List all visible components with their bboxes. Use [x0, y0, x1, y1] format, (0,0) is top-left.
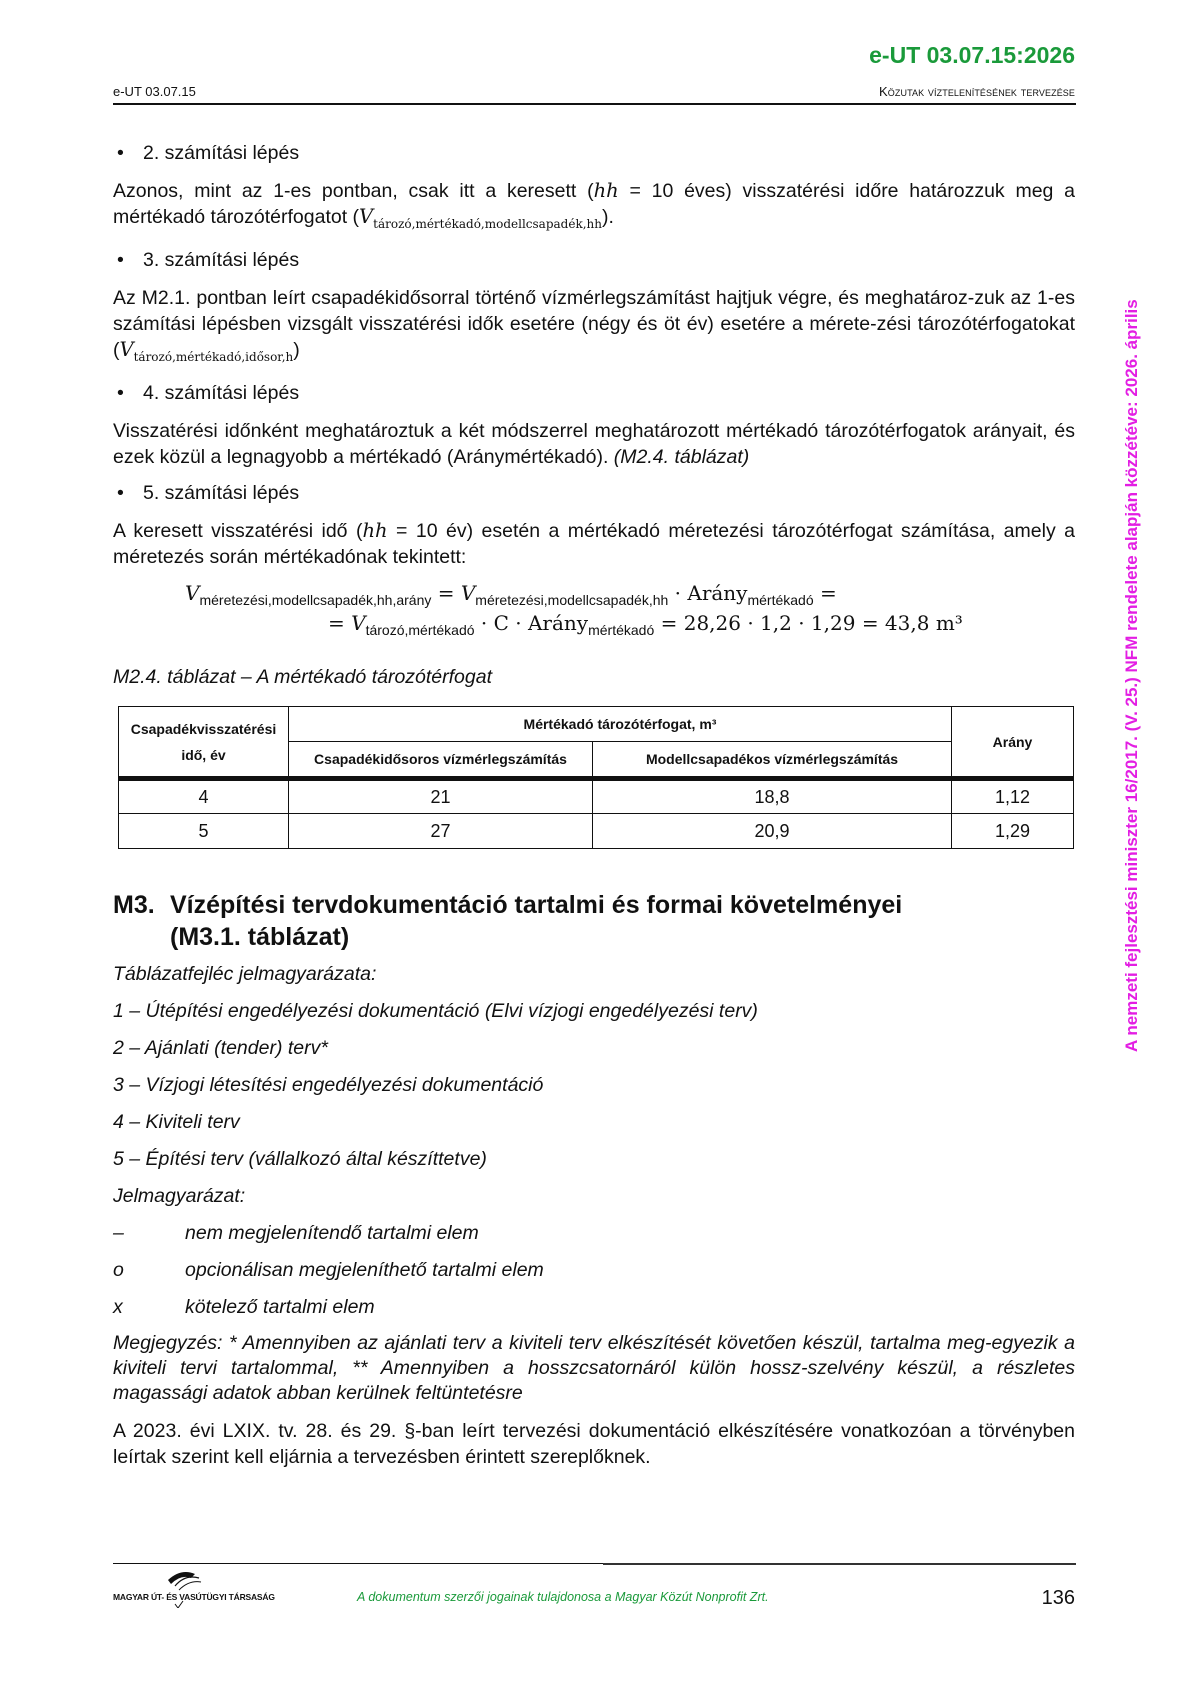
- section-number: M3.: [113, 891, 155, 919]
- legend-item: 4 – Kiviteli terv: [113, 1111, 240, 1133]
- cell-period: 4: [119, 779, 289, 814]
- key-row: [113, 1257, 1075, 1283]
- closing-paragraph: A 2023. évi LXIX. tv. 28. és 29. §-ban leírt tervezési dokumentáció elkészítésére vonatkozóan a törvényben leírtak szerint kell eljárnia a tervezésben érintett szereplőknek.: [113, 1420, 1075, 1468]
- copyright-notice: A dokumentum szerzői jogainak tulajdonosa a Magyar Közút Nonprofit Zrt.: [357, 1590, 769, 1604]
- key-symbol: –: [113, 1222, 124, 1244]
- footer-rule: [113, 1563, 603, 1564]
- formula-line-2: = $V_{tározó,mértékadó} \cdot C$ · Arány$_{mértékadó}$ = 28,26 · 1,2 · 1,29 = 43,8 m³: [328, 611, 963, 638]
- section-title: Vízépítési tervdokumentáció tartalmi és formai követelményei: [170, 891, 903, 919]
- formula-line-1: $V_{méretezési,modellcsapadék,hh,arány} = V_{méretezési,modellcsapadék,hh}$ · Arány$_{mértékadó}$ =: [185, 581, 837, 608]
- cell-series: 21: [289, 779, 593, 814]
- legend-item: 2 – Ajánlati (tender) terv*: [113, 1037, 328, 1059]
- society-logo-text: MAGYAR ÚT- ÉS VASÚTÜGYI TÁRSASÁG: [113, 1592, 275, 1602]
- cell-ratio: 1,29: [952, 814, 1074, 849]
- header-series-calc: Csapadékidősoros vízmérlegszámítás: [289, 742, 593, 779]
- table-row: [119, 779, 1074, 814]
- bullet-icon: •: [117, 382, 124, 404]
- header-title: Közutak víztelenítésének tervezése: [879, 84, 1075, 99]
- note-paragraph: Megjegyzés: * Amennyiben az ajánlati terv a kiviteli terv elkészítését követően készül, tartalma meg-egyezik a kiviteli tervi tartalommal, ** Amennyiben a hosszcsatornáról külön hossz-szelvény készül, a részletes magassági adatok abban kerülnek feltüntetésre: [113, 1332, 1075, 1404]
- key-text: kötelező tartalmi elem: [185, 1296, 375, 1318]
- document-code: e-UT 03.07.15:2026: [869, 42, 1075, 68]
- legend-item: 1 – Útépítési engedélyezési dokumentáció (Elvi vízjogi engedélyezési terv): [113, 1000, 758, 1022]
- publication-side-note: A nemzeti fejlesztési miniszter 16/2017. (V. 25.) NFM rendelete alapján közzétéve: 2026. április: [1122, 299, 1141, 1052]
- header-return-period: Csapadékvisszatérési idő, év: [119, 707, 289, 779]
- footer-rule: [603, 1563, 1076, 1565]
- table-row: [119, 814, 1074, 849]
- table-reference: (M2.4. táblázat): [613, 446, 750, 468]
- key-title: Jelmagyarázat:: [113, 1185, 246, 1207]
- header-group-volume: Mértékadó tározótérfogat, m³: [289, 707, 952, 742]
- step-heading: • 2. számítási lépés: [117, 142, 300, 164]
- step-heading: • 4. számítási lépés: [117, 382, 300, 404]
- step-heading: • 3. számítási lépés: [117, 249, 300, 271]
- table-caption: M2.4. táblázat – A mértékadó tározótérfogat: [113, 666, 493, 688]
- section-title-cont: (M3.1. táblázat): [170, 923, 350, 951]
- key-row: [113, 1294, 1075, 1320]
- header-left-code: e-UT 03.07.15: [113, 84, 196, 99]
- bullet-icon: •: [117, 249, 124, 271]
- legend-title: Táblázatfejléc jelmagyarázata:: [113, 963, 377, 985]
- cell-model: 20,9: [593, 814, 952, 849]
- step-paragraph: Visszatérési időnként meghatároztuk a két módszerrel meghatározott mértékadó tározótérfogatok arányait, és ezek közül a legnagyobb a mértékadó (Aránymértékadó). (M2.4. táblázat): [113, 420, 1075, 468]
- bullet-icon: •: [117, 482, 124, 504]
- cell-period: 5: [119, 814, 289, 849]
- section-heading: [113, 889, 1075, 953]
- bullet-icon: •: [117, 142, 124, 164]
- step-heading: • 5. számítási lépés: [117, 482, 300, 504]
- legend-item: 3 – Vízjogi létesítési engedélyezési dokumentáció: [113, 1074, 544, 1096]
- cell-ratio: 1,12: [952, 779, 1074, 814]
- key-symbol: x: [113, 1296, 123, 1318]
- page-number: 136: [1041, 1587, 1075, 1609]
- key-symbol: o: [113, 1259, 124, 1281]
- header-ratio: Arány: [952, 707, 1074, 779]
- key-text: opcionálisan megjeleníthető tartalmi elem: [185, 1259, 544, 1281]
- step-paragraph: Azonos, mint az 1-es pontban, csak itt a keresett (hh = 10 éves) visszatérési időre határozzuk meg a mértékadó tározótérfogatot $(V_{tározó,mértékadó,modellcsapadék,hh})$.: [113, 179, 1075, 231]
- step-paragraph: Az M2.1. pontban leírt csapadékidősorral történő vízmérlegszámítást hajtjuk végre, és meghatároz-zuk az 1-es számítási lépésben vizsgált visszatérési idők esetére (négy és öt év) esetére a mérete-zési tározótérfogatokat $(V_{tározó,mértékadó,idősor,h})$: [113, 287, 1075, 364]
- key-text: nem megjelenítendő tartalmi elem: [185, 1222, 479, 1244]
- storage-volume-table: [118, 706, 1074, 849]
- header-model-calc: Modellcsapadékos vízmérlegszámítás: [593, 742, 952, 779]
- header-rule: [113, 103, 1076, 105]
- key-row: [113, 1220, 1075, 1246]
- cell-model: 18,8: [593, 779, 952, 814]
- page-content: [113, 140, 1075, 1480]
- cell-series: 27: [289, 814, 593, 849]
- formula-block: [113, 580, 1075, 644]
- step-paragraph: A keresett visszatérési idő (hh = 10 év) esetén a mértékadó méretezési tározótérfogat számítása, amely a méretezés során mértékadónak tekintett:: [113, 519, 1075, 568]
- table-header-row: [119, 707, 1074, 742]
- legend-item: 5 – Építési terv (vállalkozó által készíttetve): [113, 1148, 487, 1170]
- society-logo-icon: [113, 1568, 263, 1608]
